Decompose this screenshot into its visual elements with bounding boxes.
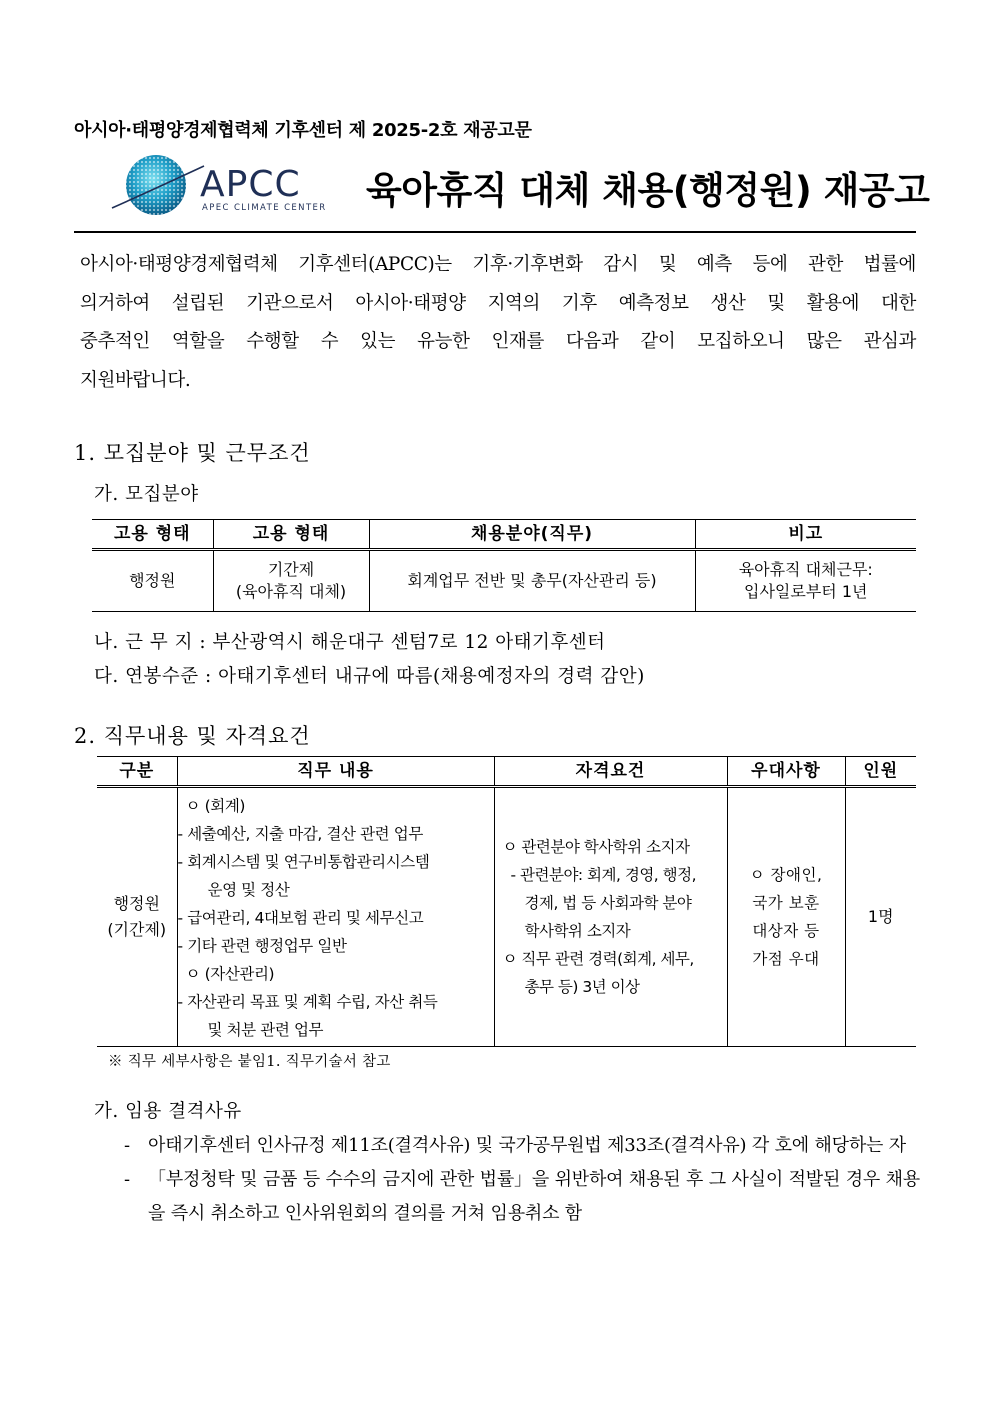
cell-line: 육아휴직 대체근무:: [738, 560, 873, 579]
qual-line: 총무 등) 3년 이상: [524, 978, 640, 996]
table-header: 우대사항: [727, 757, 845, 787]
bullet-mark: -: [124, 1169, 130, 1190]
table-row: [92, 550, 916, 612]
logo-subtext: APEC CLIMATE CENTER: [202, 203, 327, 213]
duty-line: 및 처분 관련 업무: [207, 1021, 324, 1039]
intro-paragraph: [80, 246, 916, 400]
globe-logo-icon: [108, 152, 208, 218]
table-header: 고용 형태: [213, 520, 369, 550]
intro-line: 지원바랍니다.: [80, 369, 191, 391]
list-item-text: 「부정청탁 및 금품 등 수수의 금지에 관한 법률」을 위반하여 채용된 후 그 사실이 적발된 경우 채용을 즉시 취소하고 인사위원회의 결의를 거쳐 임용취소 함: [148, 1169, 920, 1224]
table-header: 자격요건: [494, 757, 727, 787]
duty-line: - 자산관리 목표 및 계획 수립, 자산 취득: [177, 993, 438, 1011]
table-header: 인원: [845, 757, 916, 787]
category-cell: [97, 787, 177, 1047]
cell-line: 입사일로부터 1년: [744, 582, 868, 601]
section1-sub-c: 다. 연봉수준 : 아태기후센터 내규에 따름(채용예정자의 경력 감안): [94, 666, 645, 687]
qual-line: - 관련분야: 회계, 경영, 행정,: [510, 866, 697, 884]
table-cell: 행정원: [92, 550, 213, 612]
section1-sub-a: 가. 모집분야: [94, 484, 199, 505]
table-header: 고용 형태: [92, 520, 213, 550]
section2-sub-a: 가. 임용 결격사유: [94, 1101, 242, 1122]
section1-heading: 1. 모집분야 및 근무조건: [74, 441, 311, 465]
preference-cell: [727, 787, 845, 1047]
cell-line: (기간제): [107, 920, 167, 939]
qual-line: ㅇ 직무 관련 경력(회계, 세무,: [502, 950, 694, 968]
section2-heading: 2. 직무내용 및 자격요건: [74, 724, 311, 748]
intro-line: 아시아·태평양경제협력체 기후센터(APCC)는 기후·기후변화 감시 및 예측 등에 관한 법률에: [80, 254, 916, 275]
table-header: 구분: [97, 757, 177, 787]
table-cell: 회계업무 전반 및 총무(자산관리 등): [369, 550, 695, 612]
cell-line: 기간제: [267, 560, 315, 579]
table-header-row: [92, 520, 916, 550]
pref-line: 대상자 등: [752, 922, 820, 940]
list-item: [124, 1163, 920, 1231]
pref-line: 가점 우대: [752, 950, 820, 968]
intro-line: 중추적인 역할을 수행할 수 있는 유능한 인재를 다음과 같이 모집하오니 많은 관심과: [80, 331, 916, 352]
duty-line: - 회계시스템 및 연구비통합관리시스템: [177, 853, 430, 871]
duty-line: 운영 및 정산: [207, 881, 290, 899]
disqualification-list: [124, 1129, 920, 1231]
cell-line: 행정원: [113, 894, 160, 913]
section1-sub-b: 나. 근 무 지 : 부산광역시 해운대구 센텀7로 12 아태기후센터: [94, 632, 606, 653]
pref-line: 국가 보훈: [752, 894, 820, 912]
qualifications-cell: [494, 787, 727, 1047]
qual-line: 학사학위 소지자: [524, 922, 631, 940]
bullet-mark: -: [124, 1135, 130, 1156]
table-header: 직무 내용: [177, 757, 494, 787]
duty-line: ㅇ (회계): [185, 797, 246, 815]
list-item: [124, 1129, 920, 1163]
pref-line: ㅇ 장애인,: [749, 866, 823, 884]
page-title: 육아휴직 대체 채용(행정원) 재공고: [366, 169, 930, 212]
duty-line: - 기타 관련 행정업무 일반: [177, 937, 347, 955]
duty-line: - 세출예산, 지출 마감, 결산 관련 업무: [177, 825, 423, 843]
headcount-cell: 1명: [845, 787, 916, 1047]
duty-line: ㅇ (자산관리): [185, 965, 275, 983]
list-item-text: 아태기후센터 인사규정 제11조(결격사유) 및 국가공무원법 제33조(결격사유) 각 호에 해당하는 자: [148, 1135, 906, 1156]
title-divider: [74, 231, 916, 233]
qual-line: ㅇ 관련분야 학사학위 소지자: [502, 838, 690, 856]
duty-line: - 급여관리, 4대보험 관리 및 세무신고: [177, 909, 424, 927]
qual-line: 경제, 법 등 사회과학 분야: [524, 894, 692, 912]
table-header: 비고: [695, 520, 916, 550]
table-row: [97, 787, 916, 1047]
cell-line: (육아휴직 대체): [235, 582, 347, 601]
table-cell: [695, 550, 916, 612]
duties-cell: [177, 787, 494, 1047]
notice-number: 아시아·태평양경제협력체 기후센터 제 2025-2호 재공고문: [74, 120, 532, 141]
intro-line: 의거하여 설립된 기관으로서 아시아·태평양 지역의 기후 예측정보 생산 및 활용에 대한: [80, 292, 916, 314]
table-header: 채용분야(직무): [369, 520, 695, 550]
recruit-table: [92, 519, 916, 612]
table-note: ※ 직무 세부사항은 붙임1. 직무기술서 참고: [108, 1054, 391, 1070]
table-cell: [213, 550, 369, 612]
duty-table: [97, 756, 916, 1047]
table-header-row: [97, 757, 916, 787]
logo-text: APCC: [200, 164, 301, 205]
